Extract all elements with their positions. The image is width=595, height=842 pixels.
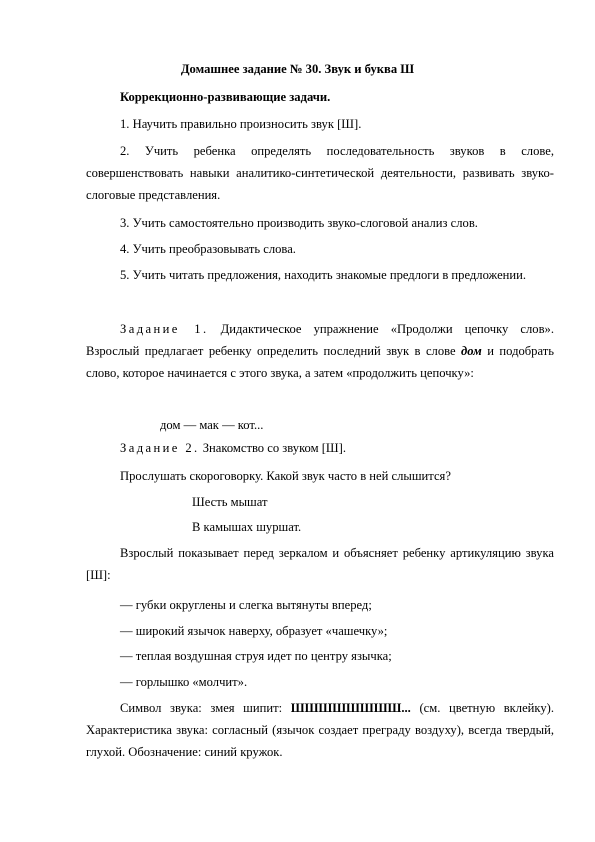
task-1: 1. Научить правильно произносить звук [Ш]. (120, 117, 362, 131)
task-3: 3. Учить самостоятельно производить звуко-слоговой анализ слов. (120, 216, 478, 230)
task-2: 2. Учить ребенка определять последовательность звуков в слове, совершенствовать навыки аналитико-синтетической деятельности, развивать звуко-слоговые представления. (86, 144, 554, 202)
word-chain: дом — мак — кот... (160, 418, 264, 432)
poem-line-1: Шесть мышат (192, 495, 268, 509)
symbol-text-a: Символ звука: (120, 701, 211, 715)
page-title: Домашнее задание № 30. Звук и буква Ш (180, 62, 415, 76)
articulation-point-1: — губки округлены и слегка вытянуты вперед; (120, 598, 372, 612)
articulation-point-4: — горлышко «молчит». (120, 675, 248, 689)
articulation-point-3: — теплая воздушная струя идет по центру язычка; (120, 649, 392, 663)
poem-line-2: В камышах шуршат. (192, 520, 302, 534)
exercise-2-label: Задание 2. (120, 441, 200, 455)
exercise-1-text-a: Дидактическое упражнение «Продолжи цепочку слов». Взрослый предлагает ребенку определить последний звук в слове (86, 322, 554, 358)
sound-symbol-paragraph (86, 697, 554, 763)
exercise-1-text-b: и подобрать слово, которое начинается с этого звука, а затем «продолжить цепочку»: (86, 344, 554, 380)
symbol-text-b: змея шипит: (210, 701, 291, 715)
exercise-2-heading (120, 437, 346, 459)
sound-characteristic: Характеристика звука: согласный (язычок создает преграду воздуху), всегда твердый, глухой. Обозначение: синий кружок. (86, 723, 554, 759)
exercise-1-paragraph (86, 318, 554, 384)
articulation-point-2: — широкий язычок наверху, образует «чашечку»; (120, 624, 388, 638)
exercise-1-label: Задание 1. (120, 322, 209, 336)
exercise-2-explain: Взрослый показывает перед зеркалом и объясняет ребенку артикуляцию звука [Ш]: (86, 546, 554, 582)
symbol-sound: ШШШШШШШШ... (290, 701, 411, 715)
exercise-2-prompt: Прослушать скороговорку. Какой звук часто в ней слышится? (120, 469, 451, 483)
symbol-text-c: (см. цветную вклейку). (410, 701, 554, 715)
exercise-2-text: Знакомство со звуком [Ш]. (199, 441, 346, 455)
exercise-1-word: дом (461, 344, 482, 358)
section-subtitle: Коррекционно-развивающие задачи. (120, 90, 331, 104)
task-5: 5. Учить читать предложения, находить знакомые предлоги в предложении. (120, 268, 527, 282)
task-4: 4. Учить преобразовывать слова. (120, 242, 296, 256)
